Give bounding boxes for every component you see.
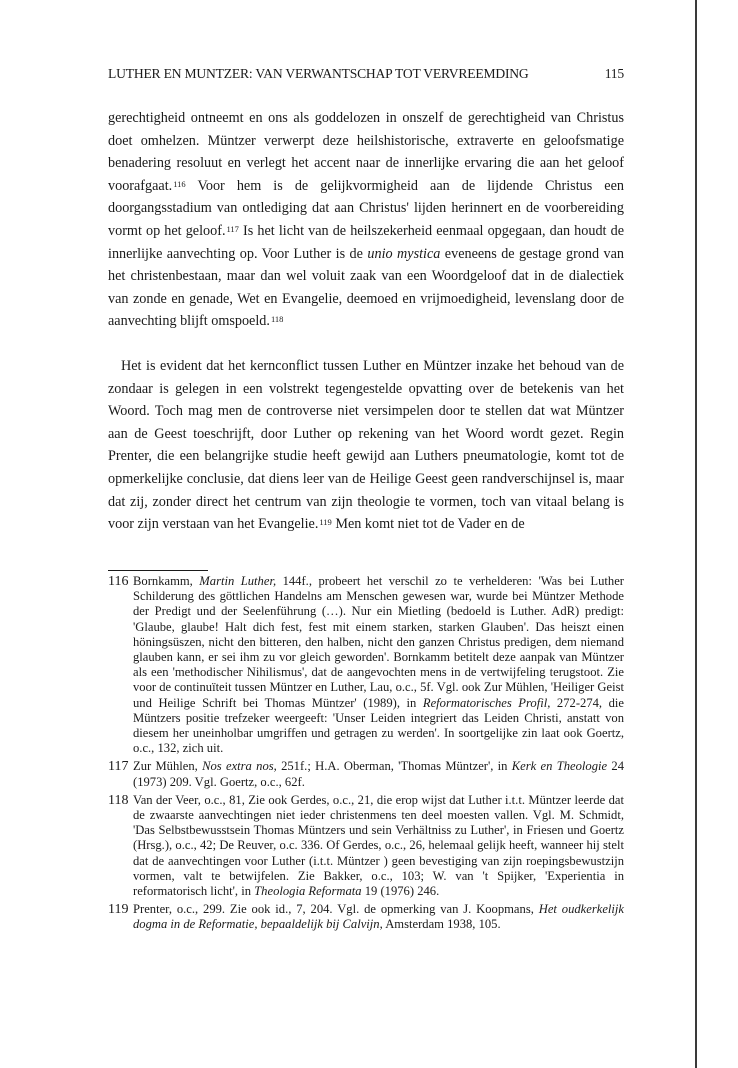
footnote-emphasis: Reformatorisches Profil, (422, 695, 551, 710)
footnote-119 (108, 902, 624, 932)
footnote-text: Van der Veer, o.c., 81, Zie ook Gerdes, o.c., 21, die erop wijst dat Luther i.t.t. Müntzer leerde dat de zwaarste aanvechtingen niet ieder christenmens ten deel moesten vallen. Vgl. M. Schmidt, 'Das Selbstbewusstsein Thomas Müntzers und sein Verhältniss zu Luther', in Friesen und Goertz (Hrsg.), o.c., 42; De Reuver, o.c. 336. Of Gerdes, o.c., 26, helemaal gelijk heeft, wanneer hij stelt dat de aanvechtingen voor Luther (i.t.t. Müntzer ) geen bevestiging van zijn roepingsbewustzijn vormen, valt te betwijfelen. Zie Bakker, o.c., 103; W. van 't Spijker, 'Experientia in reformatorisch licht', in (133, 792, 624, 899)
footnote-117 (108, 759, 624, 789)
footnote-number: 116 (108, 574, 129, 589)
footnote-ref-119: 119 (319, 517, 332, 528)
footnote-ref-118: 118 (270, 314, 284, 325)
footnote-ref-117: 117 (226, 223, 239, 234)
footnote-text: Bornkamm, (133, 574, 200, 588)
footnote-text: 251f.; H.A. Oberman, 'Thomas Müntzer', in (276, 759, 512, 774)
footnotes (108, 574, 624, 936)
footnote-text: 272-274, die Müntzers positie trefzeker weergeeft: 'Unser Leiden integriert das Leiden Christi, anstatt von diesem her uneinholbar umgriffen und getragen zu werden'. In soortgelijke zin laat ook Goertz, o.c., 132, zich uit. (133, 695, 625, 756)
footnote-116 (108, 574, 624, 756)
footnote-separator (108, 570, 208, 571)
p1-text-3: Is het licht van de heilszekerheid eenmaal opgegaan, dan houdt de innerlijke aanvechting op. Voor Luther is de (108, 222, 624, 262)
footnote-emphasis: Martin Luther, (199, 574, 277, 588)
paragraph-2 (108, 355, 624, 536)
page-number: 115 (604, 66, 624, 81)
body-text (108, 107, 624, 536)
p1-text-4: eveneens de gestage grond van het christenbestaan, maar dan wel voluit zaak van een Woordgeloof dat in de dialectiek van zonde en genade, Wet en Evangelie, deemoed en vrijmoedigheid, levenslang door de aanvechting blijft omspoeld. (108, 245, 625, 330)
footnote-text: 24 (1973) 209. Vgl. Goertz, o.c., 62f. (133, 759, 624, 789)
p2-text-1: Het is evident dat het kernconflict tussen Luther en Müntzer inzake het behoud van de zondaar is gelegen in een volstrekt tegengestelde opvatting over de betekenis van het Woord. Toch mag men de controverse niet versimpelen door te stellen dat wat Müntzer aan de Geest toeschrijft, door Luther op rekening van het Woord wordt gezet. Regin Prenter, die een belangrijke studie heeft gewijd aan Luthers pneumatologie, komt tot de opmerkelijke conclusie, dat diens leer van de Heilige Geest geen randverschijnsel is, maar dat zij, zonder direct het centrum van zijn theologie te vormen, toch van vitaal belang is voor zijn verstaan van het Evangelie. (108, 357, 624, 533)
footnote-emphasis: Theologia Reformata (254, 884, 362, 899)
footnote-text: 19 (1976) 246. (361, 884, 440, 899)
footnote-emphasis: Nos extra nos, (202, 759, 277, 774)
footnote-number: 118 (108, 792, 129, 808)
footnote-emphasis: Het oudkerkelijk dogma in de Reformatie, bepaaldelijk bij Calvijn, (133, 902, 625, 932)
footnote-text: Prenter, o.c., 299. Zie ook id., 7, 204. Vgl. de opmerking van J. Koopmans, (133, 902, 539, 917)
p1-text-1: gerechtigheid ontneemt en ons als goddelozen in onszelf de gerechtigheid van Christus doet omhelzen. Müntzer verwerpt deze heilshistorische, extraverte en geloofsmatige benadering resoluut en verlegt het accent naar de innerlijke ervaring die aan het geloof voorafgaat. (108, 110, 624, 194)
footnote-118 (108, 793, 624, 899)
footnote-emphasis: Kerk en Theologie (511, 759, 608, 774)
footnote-text: Amsterdam 1938, 105. (382, 917, 501, 932)
p1-text-2: Voor hem is de gelijkvormigheid aan de lijdende Christus een doorgangsstadium van ontlediging dat aan Christus' lijden herinnert en de voorbereiding vormt op het geloof. (108, 177, 624, 239)
p1-emphasis-unio-mystica: unio mystica (367, 245, 441, 262)
footnote-number: 117 (108, 759, 129, 775)
footnote-text: 144f., probeert het verschil zo te verhelderen: 'Was bei Luther Schilderung des göttlichen Handelns am Menschen gewesen war, wurde bei Müntzer Methode der Predigt und der Seelenführung (…). Nur ein Mietling (bedoeld is Luther. AdR) predigt: 'Glaube, glaube! Halt dich fest, fest mit einem starken, starken Glauben'. Das heiszt einen höningsüszen, nicht den bitteren, den halben, nicht den ganzen Christus predigen, dem niemand glauben kann, er sei ihm zu vor gleich geworden'. Bornkamm betitelt deze aanpak van Müntzer als een 'methodischer Nihilismus', dat de aangevochten mens in de vertwijfeling terugstoot. Zie voor de continuïteit tussen Müntzer en Luther, Lau, o.c., 5f. Vgl. ook Zur Mühlen, 'Heiliger Geist und Heilige Schrift bei Thomas Müntzer' (1989), in (133, 574, 624, 710)
paragraph-1 (108, 107, 624, 333)
footnote-text: Zur Mühlen, (133, 759, 203, 774)
p2-text-2: Men komt niet tot de Vader en de (331, 516, 525, 533)
footnote-ref-116: 116 (173, 178, 186, 189)
running-title: LUTHER EN MUNTZER: VAN VERWANTSCHAP TOT VERVREEMDING (108, 66, 529, 81)
footnote-number: 119 (108, 902, 129, 918)
page-edge-line (695, 0, 697, 1068)
